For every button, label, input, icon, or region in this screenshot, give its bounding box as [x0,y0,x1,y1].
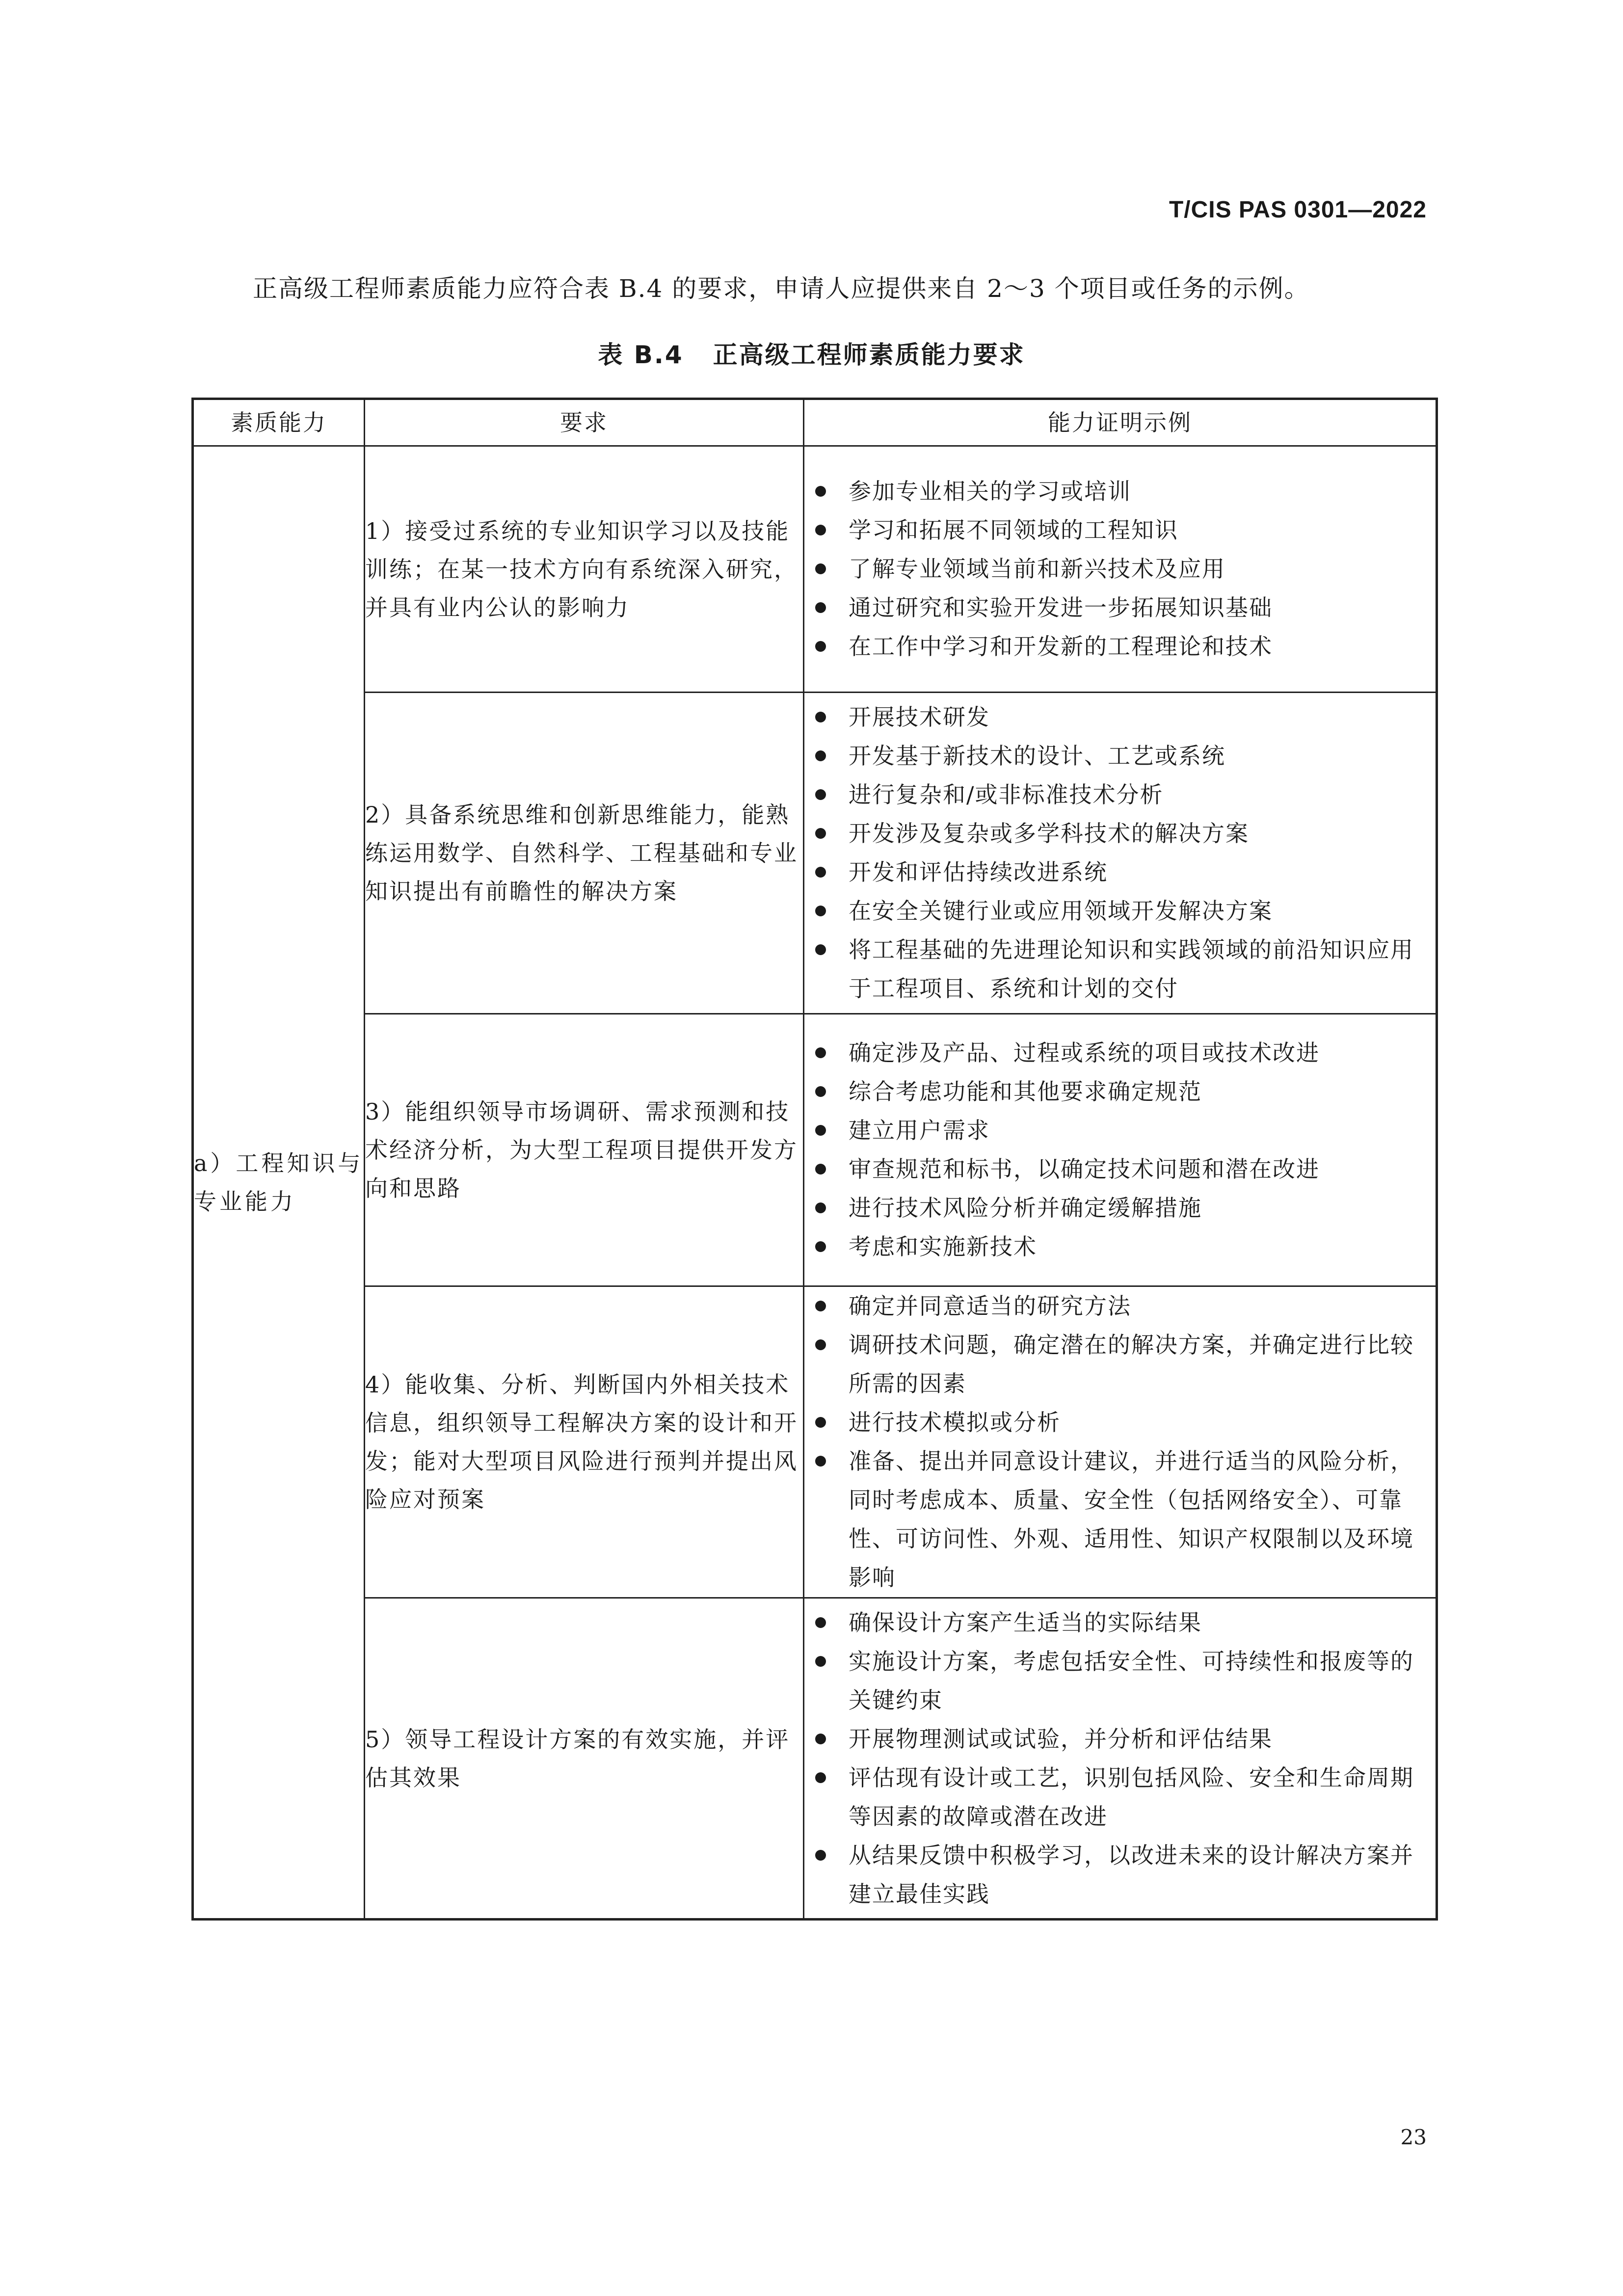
example-item: 学习和拓展不同领域的工程知识 [804,511,1436,550]
examples-cell [804,693,1437,1014]
bullet-icon [815,1301,826,1311]
table-row [193,1286,1437,1598]
bullet-icon [815,563,826,574]
bullet-icon [815,1456,826,1467]
table-row [193,1014,1437,1286]
bullet-icon [815,712,826,722]
bullet-icon [815,906,826,916]
table-row [193,446,1437,693]
example-item: 考虑和实施新技术 [804,1228,1436,1266]
example-item: 确定涉及产品、过程或系统的项目或技术改进 [804,1034,1436,1072]
bullet-icon [815,1241,826,1252]
bullet-icon [815,1617,826,1628]
example-item: 了解专业领域当前和新兴技术及应用 [804,550,1436,588]
example-item: 确定并同意适当的研究方法 [804,1287,1436,1326]
example-item: 评估现有设计或工艺，识别包括风险、安全和生命周期等因素的故障或潜在改进 [804,1759,1436,1836]
bullet-icon [815,641,826,652]
requirement-cell: 2）具备系统思维和创新思维能力，能熟练运用数学、自然科学、工程基础和专业知识提出有前瞻性的解决方案 [365,693,804,1014]
examples-list [804,1287,1436,1597]
examples-cell [804,1598,1437,1920]
bullet-icon [815,1656,826,1667]
bullet-icon [815,1047,826,1058]
example-item: 从结果反馈中积极学习，以改进未来的设计解决方案并建立最佳实践 [804,1836,1436,1914]
example-item: 准备、提出并同意设计建议，并进行适当的风险分析，同时考虑成本、质量、安全性（包括网络安全）、可靠性、可访问性、外观、适用性、知识产权限制以及环境影响 [804,1442,1436,1597]
header-examples: 能力证明示例 [804,399,1437,446]
bullet-icon [815,1086,826,1097]
examples-cell [804,446,1437,693]
bullet-icon [815,1125,826,1136]
example-item: 建立用户需求 [804,1111,1436,1150]
example-item: 实施设计方案，考虑包括安全性、可持续性和报废等的关键约束 [804,1642,1436,1720]
example-item: 开发基于新技术的设计、工艺或系统 [804,737,1436,775]
example-item: 确保设计方案产生适当的实际结果 [804,1603,1436,1642]
example-item: 调研技术问题，确定潜在的解决方案，并确定进行比较所需的因素 [804,1326,1436,1403]
bullet-icon [815,867,826,878]
example-item: 在安全关键行业或应用领域开发解决方案 [804,892,1436,931]
table-title [0,335,1623,371]
table-row [193,693,1437,1014]
bullet-icon [815,828,826,839]
examples-list [804,1034,1436,1266]
page-number: 23 [1400,2125,1427,2149]
bullet-icon [815,789,826,800]
intro-paragraph: 正高级工程师素质能力应符合表 B.4 的要求，申请人应提供来自 2～3 个项目或任务的示例。 [253,274,1310,303]
example-item: 综合考虑功能和其他要求确定规范 [804,1072,1436,1111]
requirement-cell: 5）领导工程设计方案的有效实施，并评估其效果 [365,1598,804,1920]
bullet-icon [815,1850,826,1861]
examples-list [804,698,1436,1008]
bullet-icon [815,602,826,613]
examples-cell [804,1286,1437,1598]
example-item: 将工程基础的先进理论知识和实践领域的前沿知识应用于工程项目、系统和计划的交付 [804,931,1436,1008]
example-item: 进行技术风险分析并确定缓解措施 [804,1189,1436,1228]
header-capability: 素质能力 [193,399,365,446]
table-row [193,1598,1437,1920]
bullet-icon [815,1164,826,1175]
bullet-icon [815,1734,826,1744]
requirements-table [191,398,1438,1921]
example-item: 参加专业相关的学习或培训 [804,472,1436,511]
examples-list [804,1603,1436,1914]
example-item: 进行技术模拟或分析 [804,1403,1436,1442]
bullet-icon [815,486,826,497]
capability-cell: a）工程知识与专业能力 [193,446,365,1920]
example-item: 开发和评估持续改进系统 [804,853,1436,892]
table-header-row [193,399,1437,446]
bullet-icon [815,1417,826,1428]
example-item: 进行复杂和/或非标准技术分析 [804,775,1436,814]
table-number: 表 B.4 [598,341,684,369]
example-item: 开展技术研发 [804,698,1436,737]
examples-list [804,472,1436,666]
requirement-cell: 4）能收集、分析、判断国内外相关技术信息，组织领导工程解决方案的设计和开发；能对大型项目风险进行预判并提出风险应对预案 [365,1286,804,1598]
examples-cell [804,1014,1437,1286]
document-code: T/CIS PAS 0301—2022 [1169,197,1427,223]
example-item: 审查规范和标书，以确定技术问题和潜在改进 [804,1150,1436,1189]
bullet-icon [815,1202,826,1213]
table-title-text: 正高级工程师素质能力要求 [713,341,1025,369]
example-item: 开发涉及复杂或多学科技术的解决方案 [804,814,1436,853]
bullet-icon [815,944,826,955]
example-item: 开展物理测试或试验，并分析和评估结果 [804,1720,1436,1759]
bullet-icon [815,750,826,761]
requirement-cell: 3）能组织领导市场调研、需求预测和技术经济分析，为大型工程项目提供开发方向和思路 [365,1014,804,1286]
bullet-icon [815,1772,826,1783]
example-item: 通过研究和实验开发进一步拓展知识基础 [804,588,1436,627]
bullet-icon [815,525,826,535]
header-requirement: 要求 [365,399,804,446]
bullet-icon [815,1339,826,1350]
requirement-cell: 1）接受过系统的专业知识学习以及技能训练；在某一技术方向有系统深入研究，并具有业内公认的影响力 [365,446,804,693]
example-item: 在工作中学习和开发新的工程理论和技术 [804,627,1436,666]
